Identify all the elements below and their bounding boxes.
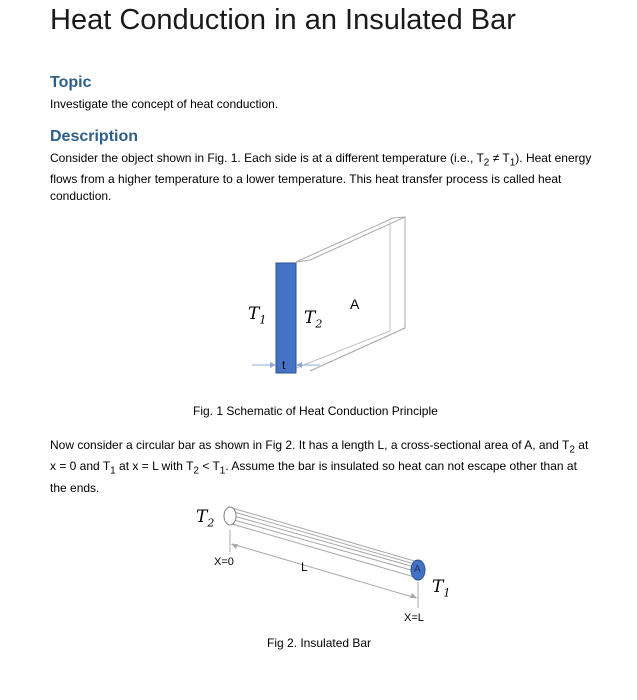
fig2-length-label: L: [301, 560, 308, 574]
fig2-t2-label: $T_2$: [196, 507, 215, 530]
fig1-thickness-label: t: [282, 358, 286, 372]
fig1-t1-label: $T_1$: [248, 304, 267, 327]
fig2-left-cap: [224, 507, 236, 525]
description-paragraph-1: Consider the object shown in Fig. 1. Each side is at a different temperature (i.e., $T_2 \ne T_1$). Heat energy flows from a higher temperature to a lower temperature. This heat transfer process is called heat conduction.: [50, 151, 592, 204]
fig2-x0-label: X=0: [214, 556, 234, 568]
fig1-plate: [276, 263, 296, 373]
fig2-caption: Fig 2. Insulated Bar: [267, 636, 372, 650]
page-title: Heat Conduction in an Insulated Bar: [50, 4, 516, 36]
fig2-diagram: [0, 500, 637, 630]
fig1-t2-label: $T_2$: [304, 308, 323, 331]
fig1-caption: Fig. 1 Schematic of Heat Conduction Principle: [193, 404, 438, 418]
fig1-diagram: [0, 210, 637, 360]
topic-text: Investigate the concept of heat conduction.: [50, 97, 279, 111]
fig2-xl-label: X=L: [404, 612, 424, 624]
topic-heading: Topic: [50, 74, 92, 91]
description-heading: Description: [50, 128, 139, 145]
fig2-t1-label: $T_1$: [432, 577, 451, 600]
slab-back-outline: [310, 217, 405, 371]
fig2-area-label: A: [414, 564, 421, 575]
fig1-area-label: A: [350, 296, 360, 312]
description-paragraph-2: Now consider a circular bar as shown in Fig 2. It has a length L, a cross-sectional area of A, and $T_2$ at x = 0 and $T_1$ at x = L with $T_2 < T_1$. Assume the bar is insulated so heat can not escape other than at the ends.: [50, 438, 589, 495]
